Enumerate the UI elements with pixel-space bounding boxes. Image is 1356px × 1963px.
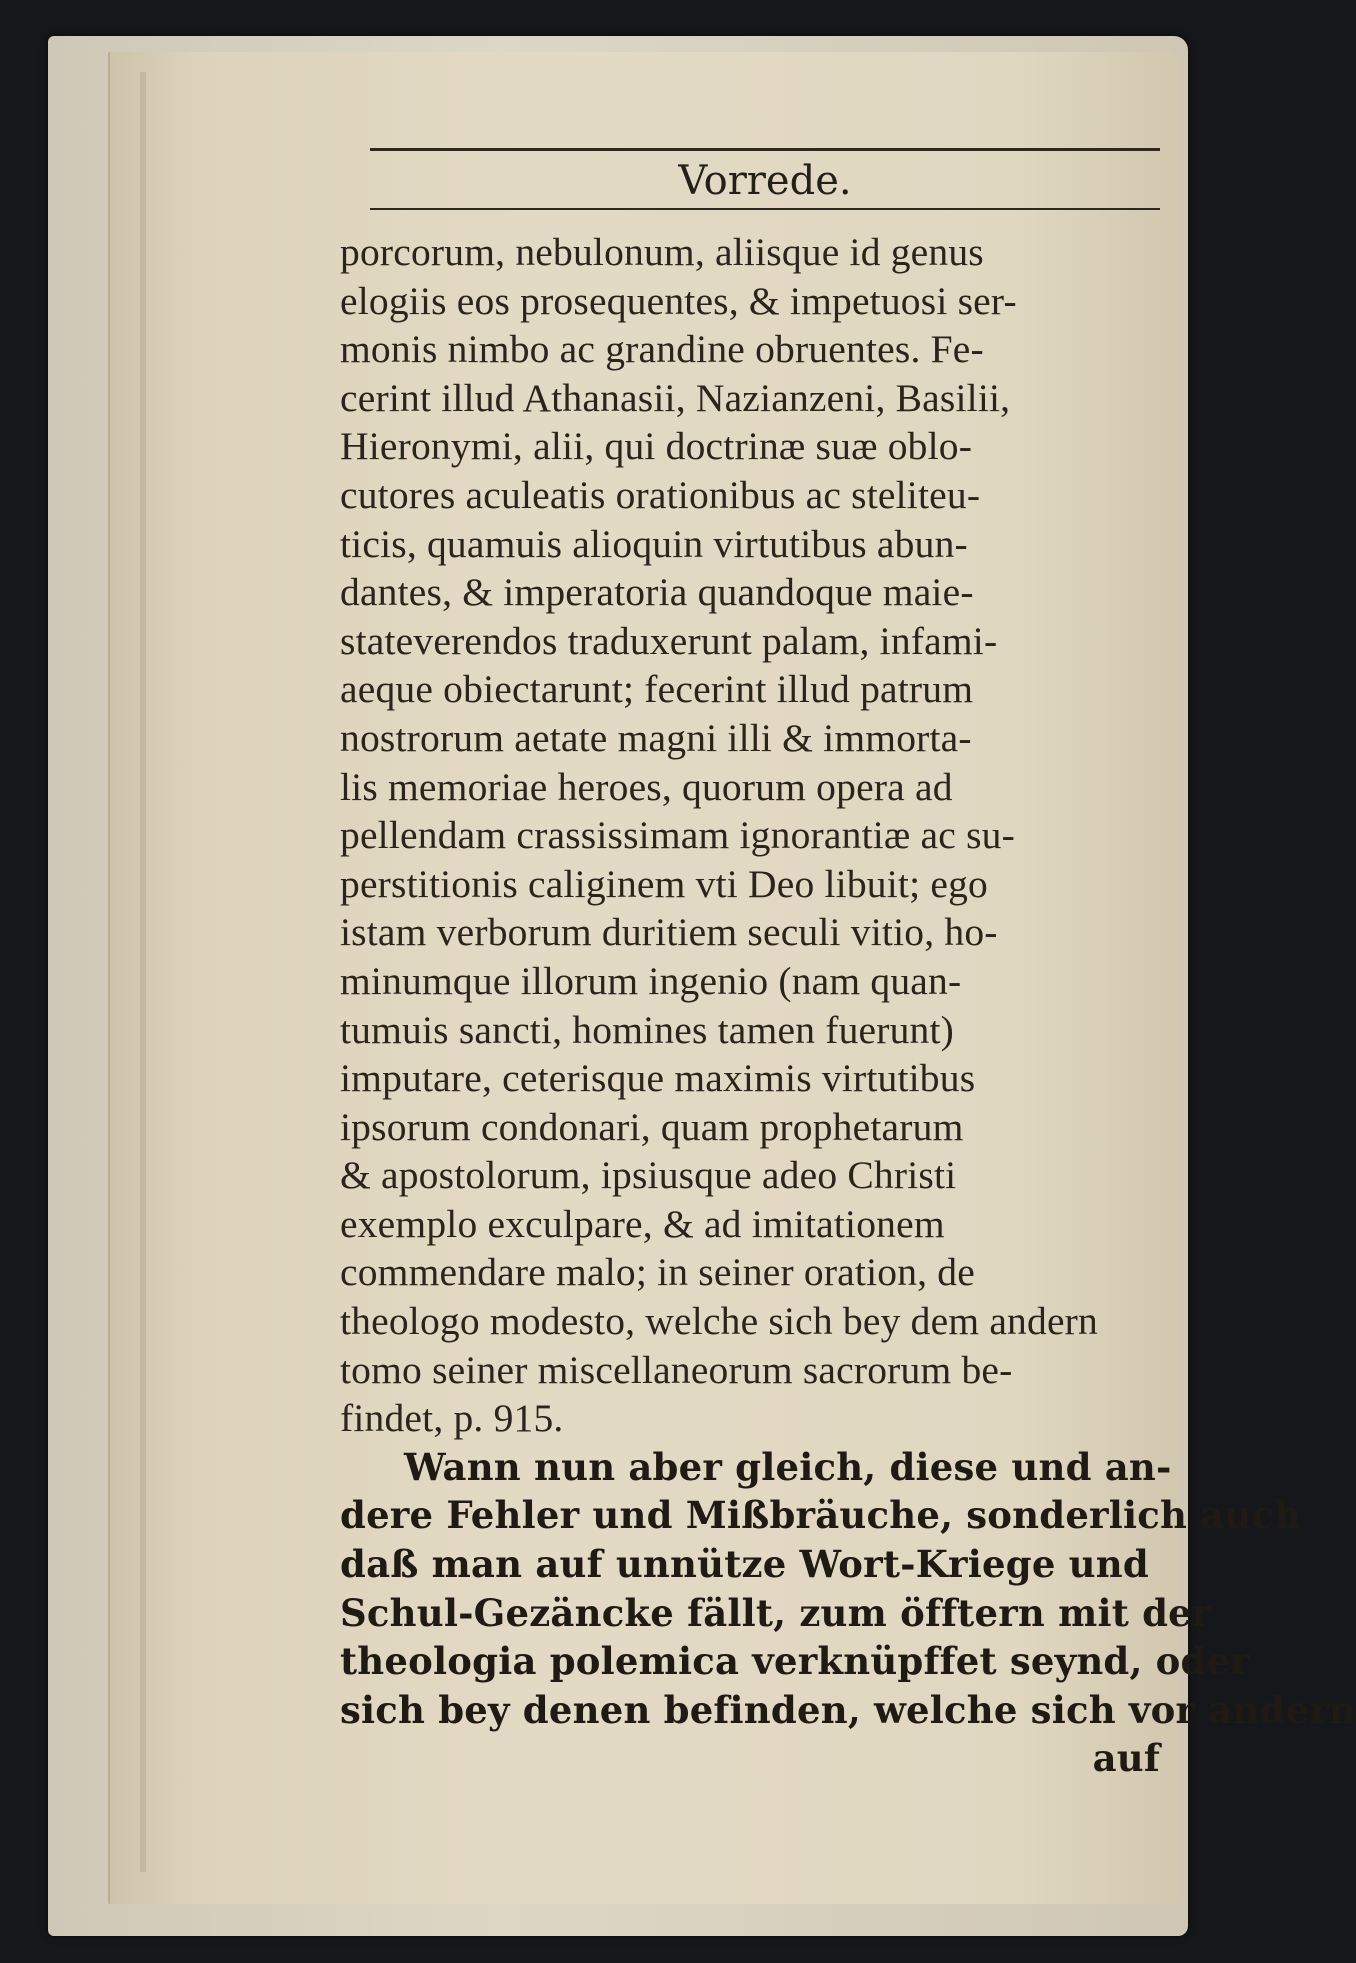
fraktur-line: dere Fehler und Mißbräuche, sonderlich auch: [340, 1493, 1302, 1538]
text-line: findet, p. 915.: [340, 1396, 564, 1441]
text-line: Hieronymi, alii, qui doctrinæ suæ oblo-: [340, 424, 973, 469]
page-body: [340, 228, 1356, 1783]
catchword: auf: [1092, 1736, 1160, 1781]
text-line: porcorum, nebulonum, aliisque id genus: [340, 230, 984, 274]
fraktur-line: sich bey denen befinden, welche sich vor andern: [340, 1687, 1356, 1732]
text-line: aeque obiectarunt; fecerint illud patrum: [340, 667, 974, 712]
fraktur-line: theologia polemica verknüpffet seynd, oder: [340, 1639, 1251, 1684]
header-rule-bottom: [370, 208, 1160, 210]
text-line: istam verborum duritiem seculi vitio, ho-: [340, 910, 998, 955]
fraktur-line: daß man auf unnütze Wort-Kriege und: [340, 1542, 1149, 1587]
text-line: tomo seiner miscellaneorum sacrorum be-: [340, 1347, 1013, 1392]
fraktur-line: Wann nun aber gleich, diese und an-: [404, 1444, 1172, 1489]
text-line: minumque illorum ingenio (nam quan-: [340, 958, 962, 1003]
header-rule-top: [370, 148, 1160, 151]
text-line: dantes, & imperatoria quandoque maie-: [340, 570, 974, 615]
text-line: monis nimbo ac grandine obruentes. Fe-: [340, 327, 984, 372]
text-line: theologo modesto, welche sich bey dem andern: [340, 1299, 1098, 1344]
text-line: cerint illud Athanasii, Nazianzeni, Basilii,: [340, 375, 1011, 420]
text-line: cutores aculeatis orationibus ac steliteu-: [340, 472, 981, 517]
text-line: perstitionis caliginem vti Deo libuit; ego: [340, 861, 988, 906]
fraktur-line: Schul-Gezäncke fällt, zum öfftern mit der: [340, 1590, 1212, 1635]
text-line: commendare malo; in seiner oration, de: [340, 1250, 975, 1295]
text-line: lis memoriae heroes, quorum opera ad: [340, 764, 953, 809]
running-header: Vorrede.: [678, 158, 852, 204]
text-line: exemplo exculpare, & ad imitationem: [340, 1201, 945, 1246]
text-line: tumuis sancti, homines tamen fuerunt): [340, 1007, 955, 1052]
text-line: & apostolorum, ipsiusque adeo Christi: [340, 1153, 957, 1198]
text-line: ipsorum condonari, quam prophetarum: [340, 1104, 964, 1149]
text-line: stateverendos traduxerunt palam, infami-: [340, 618, 998, 663]
text-line: pellendam crassissimam ignorantiæ ac su-: [340, 813, 1015, 858]
text-line: imputare, ceterisque maximis virtutibus: [340, 1056, 976, 1101]
text-line: elogiis eos prosequentes, & impetuosi ser-: [340, 278, 1017, 323]
text-line: nostrorum aetate magni illi & immorta-: [340, 715, 972, 760]
text-line: ticis, quamuis alioquin virtutibus abun-: [340, 521, 968, 566]
